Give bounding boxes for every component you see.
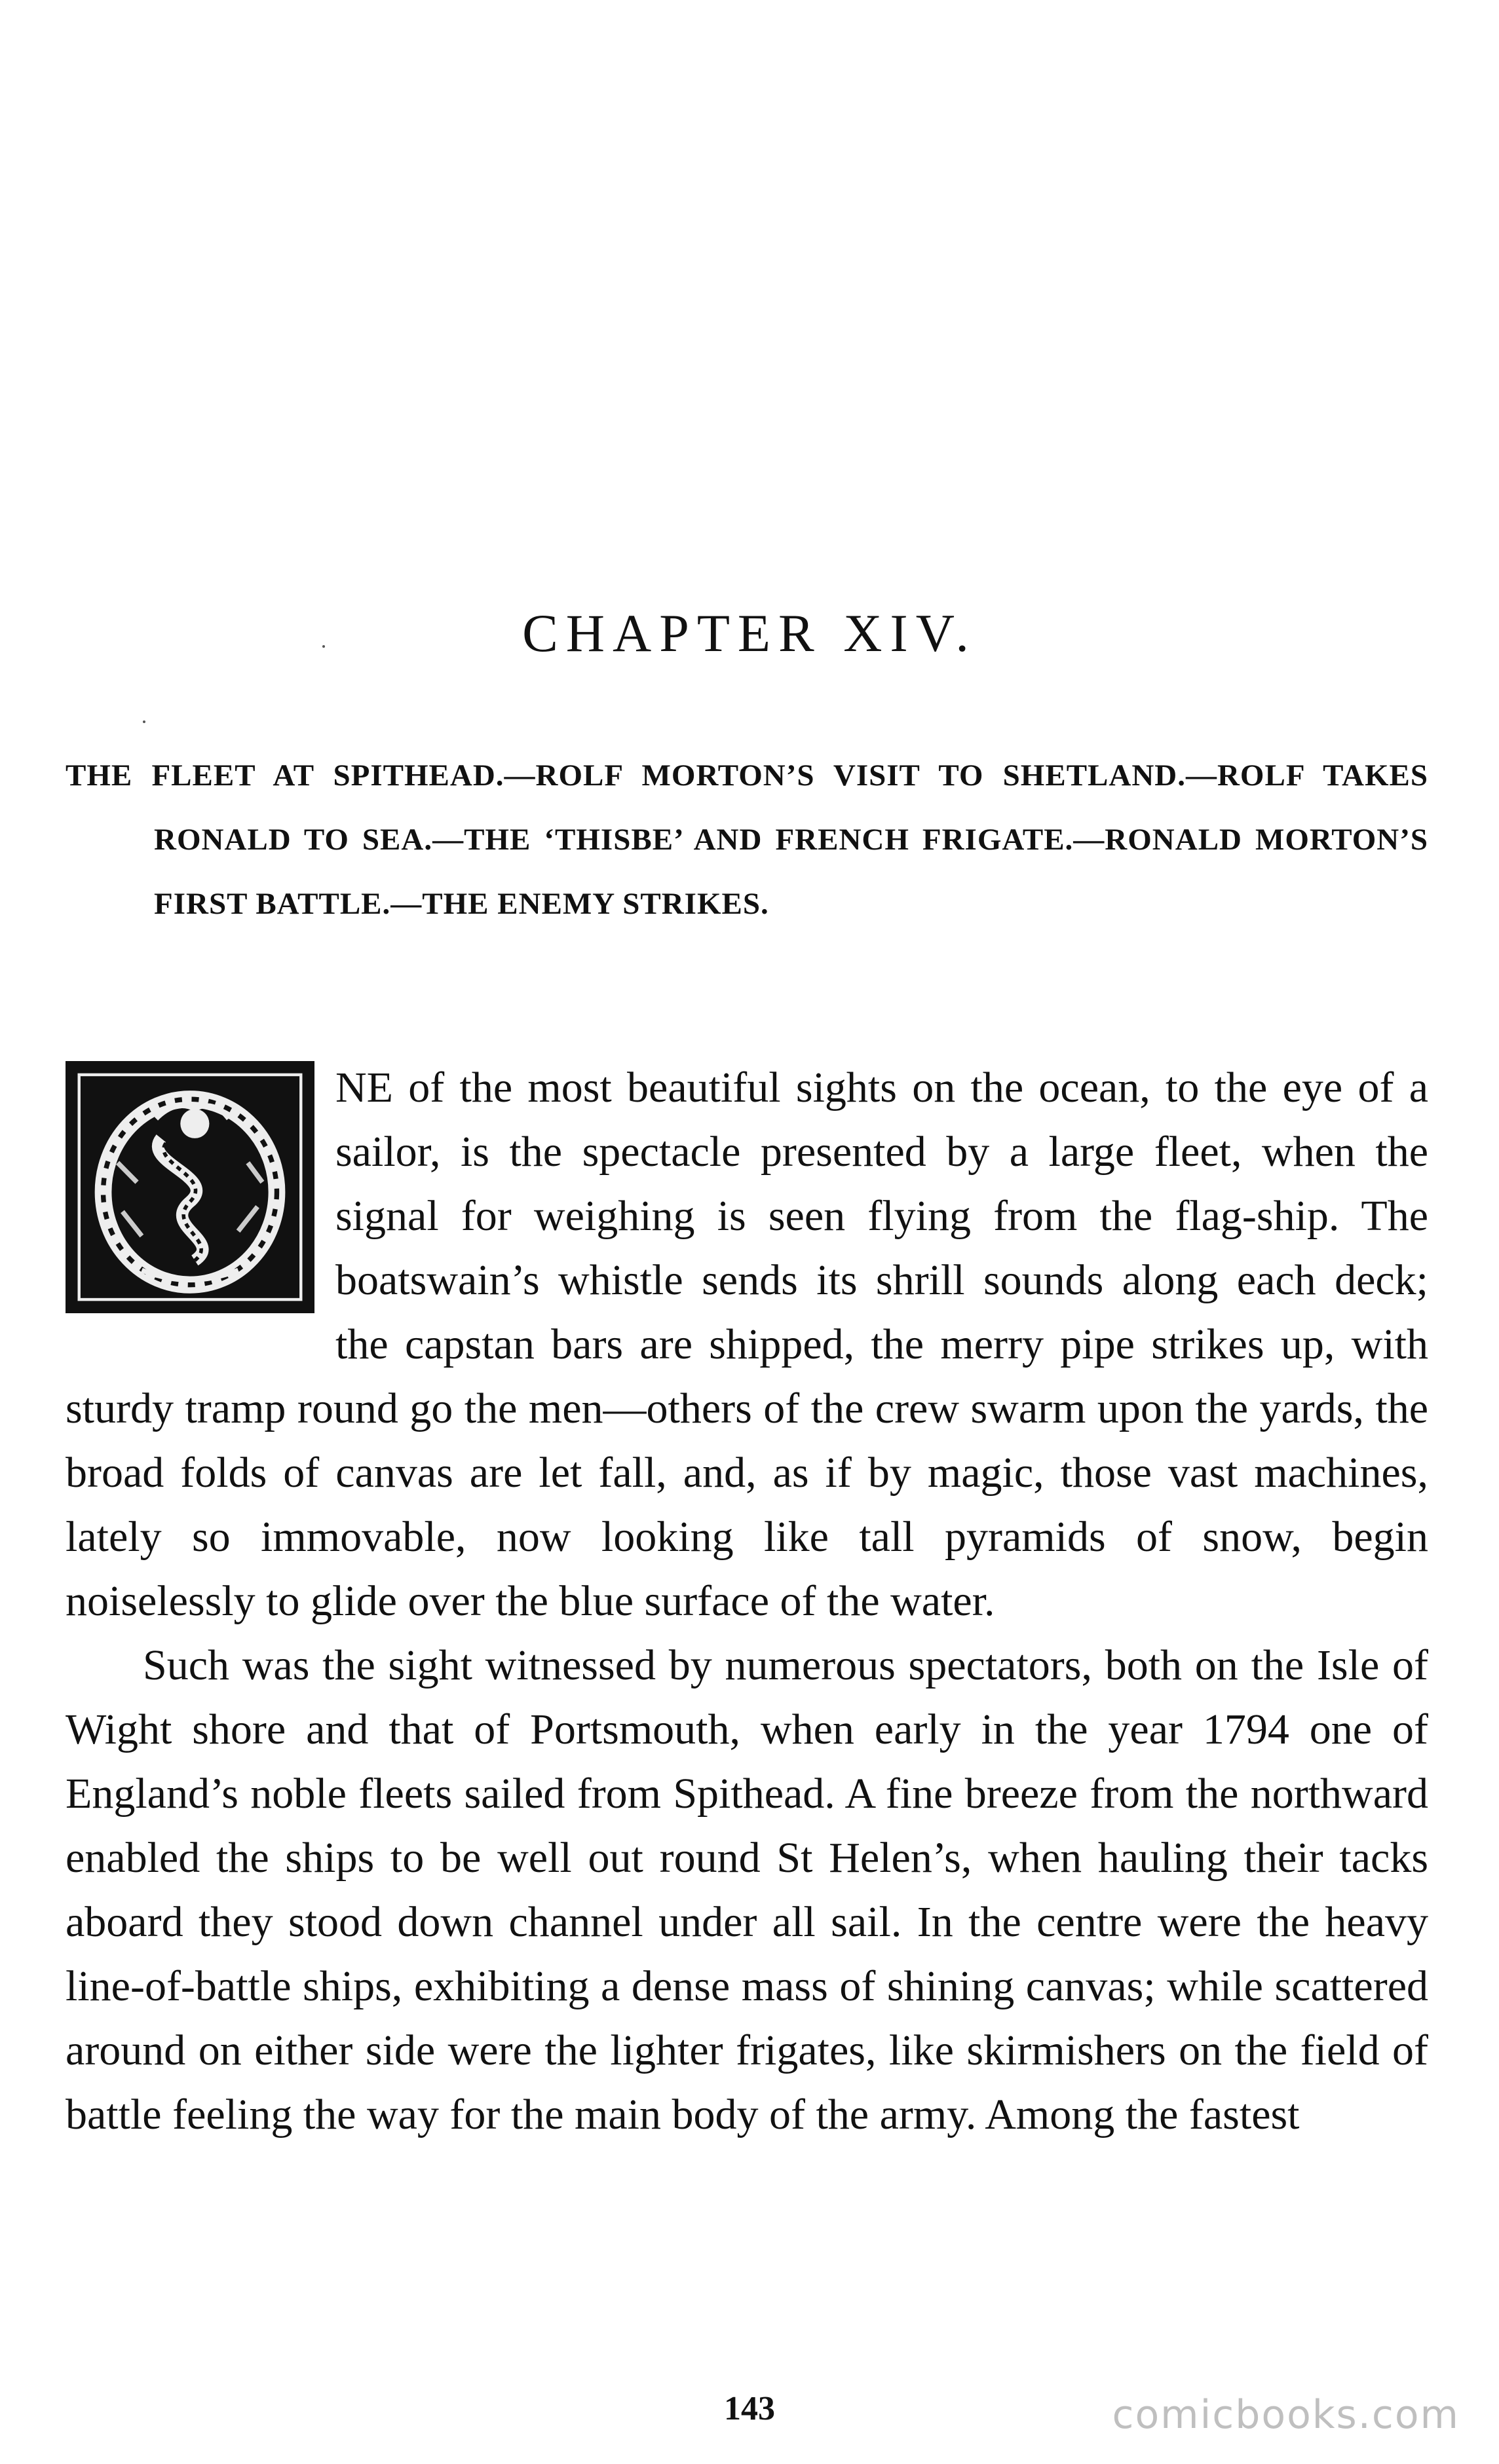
chapter-body: [66, 1056, 1428, 2147]
dropcap-ornament-icon: [66, 1061, 314, 1313]
paragraph: [66, 1056, 1428, 1633]
page-number: 143: [724, 2390, 775, 2427]
paragraph: Such was the sight witnessed by numerous spectators, both on the Isle of Wight shore and that of Portsmouth, when early in the year 1794 one of England’s noble fleets sailed from Spithead. A fine breeze from the northward enabled the ships to be well out round St Helen’s, when hauling their tacks aboard they stood down channel under all sail. In the centre were the heavy line-of-battle ships, exhibiting a dense mass of shining canvas; while scattered around on either side were the lighter frigates, like skirmishers on the field of battle feeling the way for the main body of the army. Among the fastest: [66, 1641, 1428, 2138]
chapter-title: CHAPTER XIV.: [522, 603, 977, 663]
print-speck: [143, 720, 145, 723]
chapter-synopsis: THE FLEET AT SPITHEAD.—ROLF MORTON’S VISIT TO SHETLAND.—ROLF TAKES RONALD TO SEA.—THE ‘THISBE’ AND FRENCH FRIGATE.—RONALD MORTON’S FIRST BATTLE.—THE ENEMY STRIKES.: [66, 758, 1428, 921]
watermark: comicbooks.com: [1112, 2392, 1460, 2438]
paragraph-text: NE of the most beautiful sights on the ocean, to the eye of a sailor, is the spectacle presented by a large fleet, when the signal for weighing is seen flying from the flag-ship. The boatswain’s whistle sends its shrill sounds along each deck; the capstan bars are shipped, the merry pipe strikes up, with sturdy tramp round go the men—others of the crew swarm upon the yards, the broad folds of canvas are let fall, and, as if by magic, those vast machines, lately so immovable, now looking like tall pyramids of snow, begin noiselessly to glide over the blue surface of the water.: [66, 1064, 1428, 1625]
